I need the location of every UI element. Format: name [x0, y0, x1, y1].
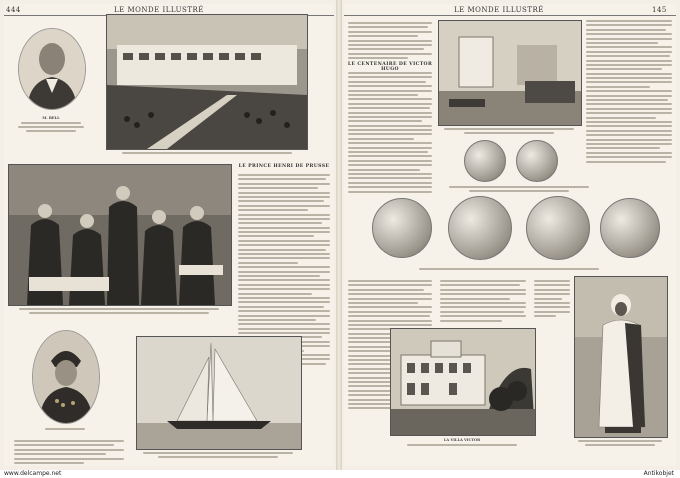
- footer-seller-name: Antikobjet: [643, 470, 674, 477]
- medallion-1: [372, 198, 432, 258]
- standing-figure-caption: [574, 440, 666, 446]
- left-page-title: LE MONDE ILLUSTRÉ: [114, 6, 204, 14]
- right-page-text-column-top: [348, 22, 432, 62]
- portrait-photo: [18, 28, 86, 110]
- portrait-caption: [14, 116, 88, 134]
- standing-figure-photo: [574, 276, 668, 438]
- group-portrait-photo: [8, 164, 232, 306]
- header-rule-right: [344, 15, 676, 16]
- admiral-portrait-photo: [32, 330, 100, 424]
- left-page-number: 444: [6, 6, 21, 14]
- sailing-yacht-photo: [136, 336, 302, 450]
- right-page-title: LE MONDE ILLUSTRÉ: [454, 6, 544, 14]
- page-gutter: [336, 0, 342, 470]
- small-medals-caption: [444, 186, 594, 192]
- lower-text-column-2: [440, 280, 526, 324]
- image-footer: [0, 470, 680, 478]
- footer-source-link[interactable]: www.delcampe.net: [4, 470, 62, 477]
- lower-text-column-3: [534, 280, 570, 320]
- villa-caption: [394, 438, 530, 448]
- left-section-title: LE PRINCE HENRI DE PRUSSE: [238, 164, 330, 169]
- interior-caption: [440, 128, 578, 134]
- ship-photo-caption: [114, 152, 300, 154]
- medallions-caption: [404, 268, 614, 270]
- small-medal-2: [516, 140, 558, 182]
- right-page-number: 145: [652, 6, 667, 14]
- medallion-2: [448, 196, 512, 260]
- medallion-3: [526, 196, 590, 260]
- right-page: [344, 4, 676, 466]
- interior-room-photo: [438, 20, 582, 126]
- portrait-caption-name: M. BELL: [42, 116, 60, 120]
- admiral-caption: [28, 428, 102, 432]
- small-medal-1: [464, 140, 506, 182]
- admiral-text-column: [14, 440, 124, 466]
- right-page-text-column-far: [586, 20, 672, 165]
- villa-caption-title: LA VILLA VICTOR: [443, 438, 481, 442]
- left-page: [4, 4, 334, 466]
- yacht-caption: [138, 452, 298, 458]
- medallion-4: [600, 198, 660, 258]
- group-photo-caption: [12, 308, 226, 314]
- right-section-title: LE CENTENAIRE DE VICTOR HUGO: [347, 62, 433, 72]
- right-page-text-column: [348, 72, 432, 195]
- ship-deck-photo: [106, 14, 308, 150]
- villa-photo: [390, 328, 536, 436]
